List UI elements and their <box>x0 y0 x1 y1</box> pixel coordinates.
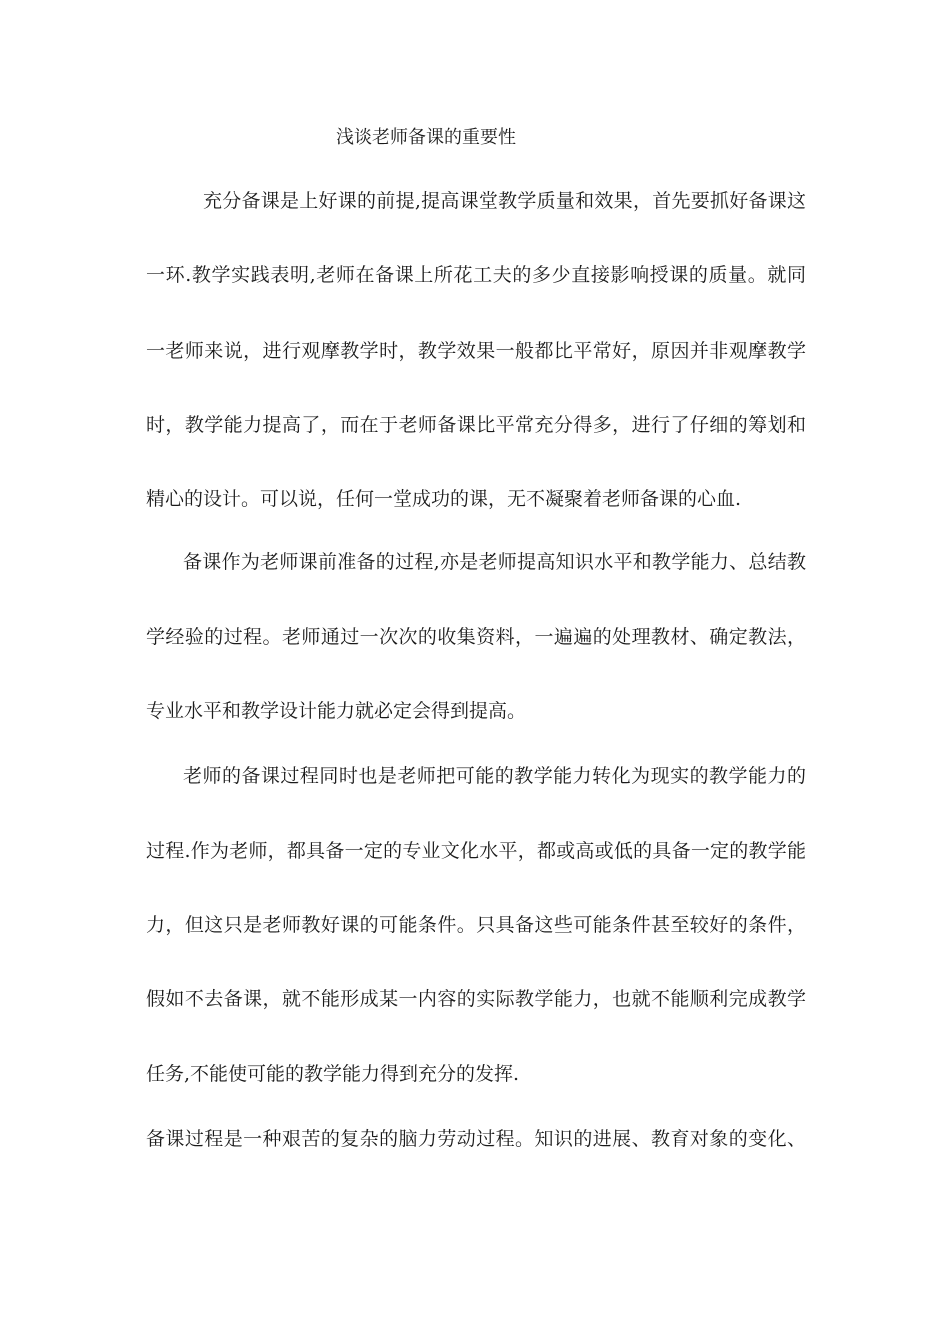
paragraph-3-line-5: 任务,不能使可能的教学能力得到充分的发挥. <box>146 1063 520 1085</box>
paragraph-3-line-2: 过程.作为老师，都具备一定的专业文化水平，都或高或低的具备一定的教学能 <box>146 840 806 862</box>
paragraph-3-line-4: 假如不去备课，就不能形成某一内容的实际教学能力，也就不能顺利完成教学 <box>146 988 806 1010</box>
paragraph-1-line-2: 一环.教学实践表明,老师在备课上所花工夫的多少直接影响授课的质量。就同 <box>146 264 806 286</box>
paragraph-2-line-1: 备课作为老师课前准备的过程,亦是老师提高知识水平和教学能力、总结教 <box>183 551 806 573</box>
paragraph-4-line-1: 备课过程是一种艰苦的复杂的脑力劳动过程。知识的进展、教育对象的变化、 <box>146 1128 806 1150</box>
paragraph-1-line-3: 一老师来说，进行观摩教学时，教学效果一般都比平常好，原因并非观摩教学 <box>146 340 806 362</box>
document-title: 浅谈老师备课的重要性 <box>336 127 516 148</box>
paragraph-3-line-1: 老师的备课过程同时也是老师把可能的教学能力转化为现实的教学能力的 <box>183 765 806 787</box>
paragraph-1-line-4: 时，教学能力提高了，而在于老师备课比平常充分得多，进行了仔细的筹划和 <box>146 414 806 436</box>
paragraph-3-line-3: 力，但这只是老师教好课的可能条件。只具备这些可能条件甚至较好的条件， <box>146 914 806 936</box>
paragraph-2-line-3: 专业水平和教学设计能力就必定会得到提高。 <box>146 700 527 722</box>
paragraph-1-line-1: 充分备课是上好课的前提,提高课堂教学质量和效果，首先要抓好备课这 <box>203 190 806 212</box>
paragraph-2-line-2: 学经验的过程。老师通过一次次的收集资料，一遍遍的处理教材、确定教法， <box>146 626 806 648</box>
paragraph-1-line-5: 精心的设计。可以说，任何一堂成功的课，无不凝聚着老师备课的心血. <box>146 488 742 510</box>
